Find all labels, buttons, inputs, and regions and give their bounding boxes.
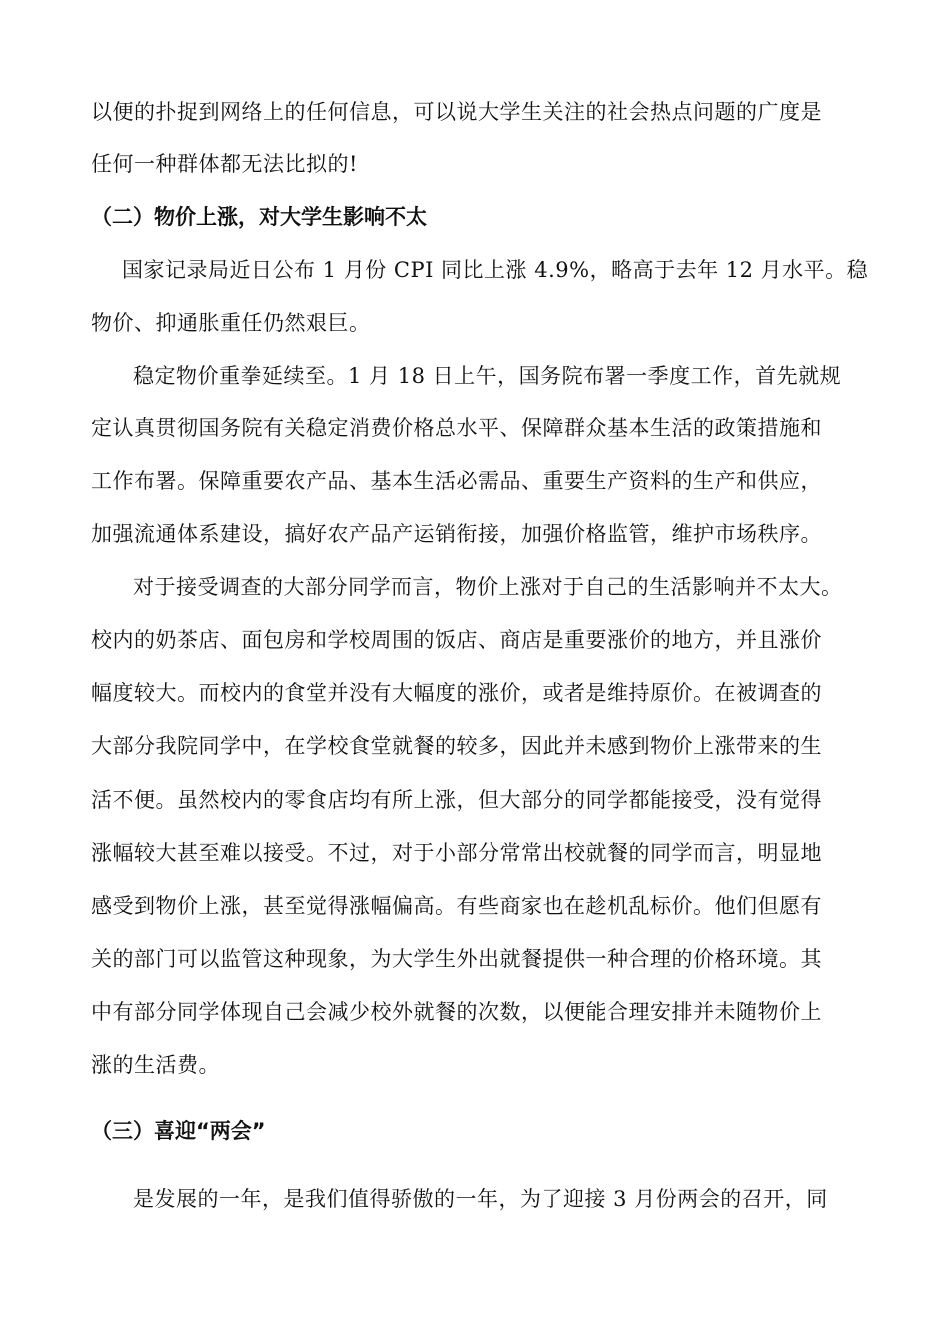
s2-p3-line-1: 对于接受调查的大部分同学而言，物价上涨对于自己的生活影响并不太大。 [133, 575, 843, 599]
section-3-heading: （三）喜迎“两会” [91, 1119, 266, 1143]
s2-p2-line-4: 加强流通体系建设，搞好农产品产运销衔接，加强价格监管，维护市场秩序。 [91, 522, 822, 546]
s2-p3-line-8: 关的部门可以监管这种现象，为大学生外出就餐提供一种合理的价格环境。其 [91, 947, 822, 971]
s2-p3-line-2: 校内的奶茶店、面包房和学校周围的饭店、商店是重要涨价的地方，并且涨价 [91, 628, 822, 652]
s2-p3-line-4: 大部分我院同学中，在学校食堂就餐的较多，因此并未感到物价上涨带来的生 [91, 734, 822, 758]
s3-p1-line-1: 是发展的一年，是我们值得骄傲的一年，为了迎接 3 月份两会的召开，同 [133, 1187, 828, 1211]
s2-p2-line-2: 定认真贯彻国务院有关稳定消费价格总水平、保障群众基本生活的政策措施和 [91, 416, 822, 440]
s2-p3-line-3: 幅度较大。而校内的食堂并没有大幅度的涨价，或者是维持原价。在被调查的 [91, 681, 822, 705]
s2-p3-line-6: 涨幅较大甚至难以接受。不过，对于小部分常常出校就餐的同学而言，明显地 [91, 841, 822, 865]
s2-p1-line-2: 物价、抑通胀重任仍然艰巨。 [91, 311, 371, 335]
intro-line-1: 以便的扑捉到网络上的任何信息，可以说大学生关注的社会热点问题的广度是 [91, 100, 822, 124]
s2-p3-line-9: 中有部分同学体现自己会减少校外就餐的次数，以便能合理安排并未随物价上 [91, 1000, 822, 1024]
s2-p1-line-1: 国家记录局近日公布 1 月份 CPI 同比上涨 4.9%，略高于去年 12 月水平。稳 [122, 258, 869, 282]
s2-p3-line-10: 涨的生活费。 [91, 1053, 220, 1077]
intro-line-2: 任何一种群体都无法比拟的! [91, 152, 358, 176]
s2-p2-line-1: 稳定物价重拳延续至。1 月 18 日上午，国务院布署一季度工作，首先就规 [133, 364, 842, 388]
section-2-heading: （二）物价上涨，对大学生影响不太 [91, 205, 427, 229]
s2-p2-line-3: 工作布署。保障重要农产品、基本生活必需品、重要生产资料的生产和供应， [91, 469, 822, 493]
s2-p3-line-5: 活不便。虽然校内的零食店均有所上涨，但大部分的同学都能接受，没有觉得 [91, 788, 822, 812]
s2-p3-line-7: 感受到物价上涨，甚至觉得涨幅偏高。有些商家也在趁机乱标价。他们但愿有 [91, 894, 822, 918]
